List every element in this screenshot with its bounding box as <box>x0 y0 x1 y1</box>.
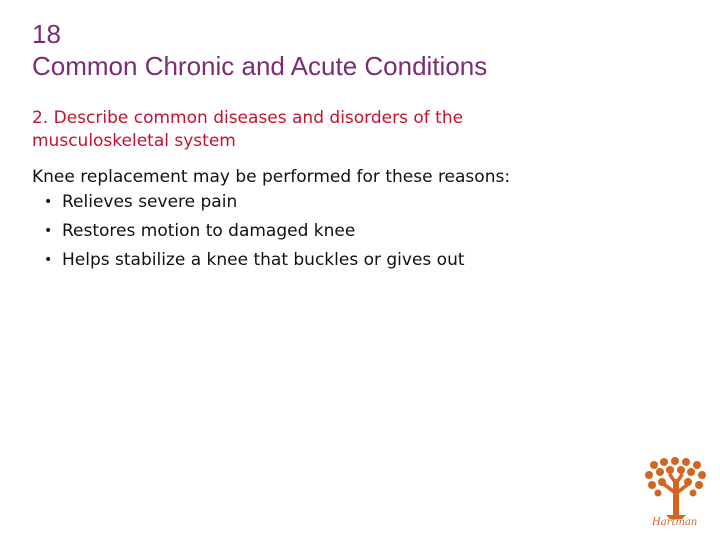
objective-line-1: 2. Describe common diseases and disorders of the <box>32 108 464 128</box>
body-content <box>32 166 692 277</box>
slide-title <box>32 18 487 82</box>
logo-wordmark: Hartman <box>652 517 698 528</box>
bullet-item <box>44 248 692 277</box>
intro-text: Knee replacement may be performed for these reasons: <box>32 167 511 187</box>
chapter-title: Common Chronic and Acute Conditions <box>32 51 488 81</box>
bullet-text: Helps stabilize a knee that buckles or gives out <box>62 250 465 270</box>
objective-line-2: musculoskeletal system <box>32 131 236 151</box>
bullet-marker: • <box>44 252 53 268</box>
bullet-list <box>32 190 692 277</box>
chapter-number: 18 <box>32 19 61 49</box>
learning-objective <box>32 107 672 153</box>
bullet-text: Restores motion to damaged knee <box>62 221 356 241</box>
bullet-text: Relieves severe pain <box>62 192 238 212</box>
bullet-item <box>44 219 692 248</box>
bullet-marker: • <box>44 223 53 239</box>
bullet-marker: • <box>44 194 53 210</box>
bullet-item <box>44 190 692 219</box>
